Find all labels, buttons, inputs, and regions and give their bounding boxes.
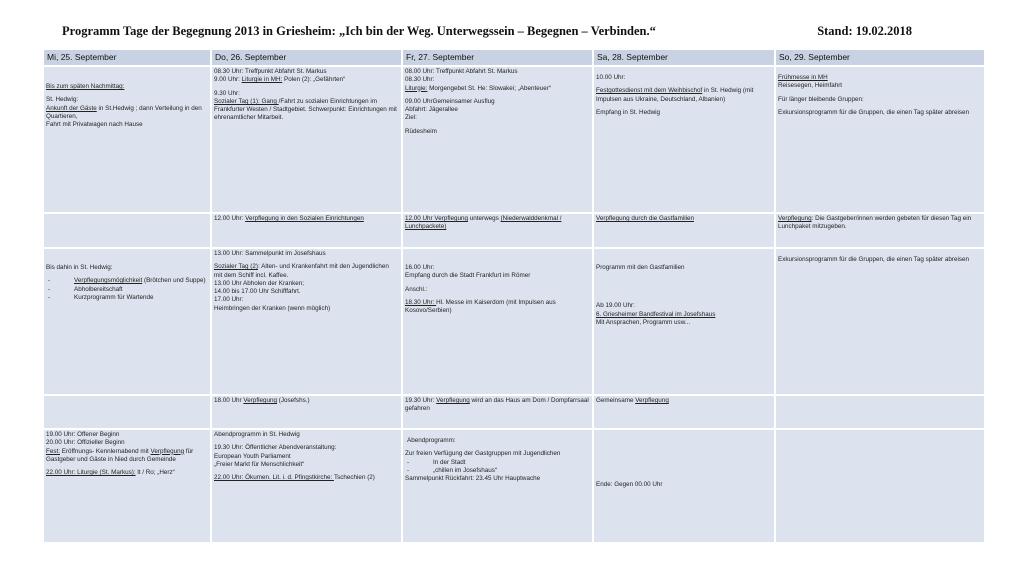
table-row-morning [44, 67, 984, 212]
cell-sa-morning: 10.00 Uhr: Festgottesdienst mit dem Weihbischof in St. Hedwig (mit Impulsen aus Ukraine, Deutschland, Albanien) Empfang in St. Hedwig [594, 67, 774, 212]
cell-sa-evening: Ende: Gegen 00.00 Uhr [594, 430, 774, 542]
cell-do-dinner: 18.00 Uhr Verpflegung (Josefshs.) [212, 396, 401, 428]
cell-so-lunch: Verpflegung: Die Gastgeber/innen werden gebeten für diesen Tag ein Lunchpaket mitzugeben. [776, 214, 984, 247]
cell-do-lunch: 12.00 Uhr: Verpflegung in den Sozialen Einrichtungen [212, 214, 401, 247]
cell-mi-morning: Bis zum späten Nachmittag: St. Hedwig: Ankunft der Gäste in St.Hedwig ; dann Verteilung in den Quartieren, Fahrt mit Privatwagen nach Hause [44, 67, 210, 212]
day-header-sa: Sa, 28. September [594, 50, 774, 65]
table-row-evening [44, 430, 984, 542]
table-row-dinner [44, 396, 984, 428]
document-title: Programm Tage der Begegnung 2013 in Griesheim: „Ich bin der Weg. Unterwegssein – Begegnen – Verbinden.“ [62, 24, 656, 38]
table-row-lunch [44, 214, 984, 247]
table-row-afternoon [44, 249, 984, 394]
cell-so-morning: Frühmesse in MH Reisesegen, Heimfahrt Für länger bleibende Gruppen: Exkursionsprogramm für die Gruppen, die einen Tag später abreisen [776, 67, 984, 212]
cell-mi-lunch [44, 214, 210, 247]
cell-sa-dinner: Gemeinsame Verpflegung [594, 396, 774, 428]
schedule-table [42, 48, 986, 544]
cell-fr-morning: 08.00 Uhr: Treffpunkt Abfahrt St. Markus 08.30 Uhr: Liturgie: Morgengebet St. He: Slowakei; „Abenteuer“ 09.00 UhrGemeinsamer Ausflug Abfahrt: Jägerallee Ziel: Rüdesheim [403, 67, 592, 212]
day-header-do: Do, 26. September [212, 50, 401, 65]
cell-mi-afternoon: Bis dahin in St. Hedwig: - Verpflegungsmöglichkeit (Brötchen und Suppe) - Abholbereitschaft - Kurzprogramm für Wartende [44, 249, 210, 394]
cell-sa-lunch: Verpflegung durch die Gastfamilien [594, 214, 774, 247]
cell-do-morning: 08.30 Uhr: Treffpunkt Abfahrt St. Markus 9.00 Uhr: Liturgie in MH: Polen (2): „Gefährten“ 9.30 Uhr: Sozialer Tag (1): Gang /Fahrt zu sozialen Einrichtungen im Frankfurter Westen / Stadtgebiet. Schwerpunkt: Einrichtungen mit ehrenamtlicher Mitarbeit. [212, 67, 401, 212]
cell-fr-dinner: 19.30 Uhr: Verpflegung wird an das Haus am Dom / Dompfarrsaal gefahren [403, 396, 592, 428]
cell-mi-dinner [44, 396, 210, 428]
cell-do-afternoon: 13.00 Uhr: Sammelpunkt im Josefshaus Sozialer Tag (2): Alten- und Krankenfahrt mit den Jugendlichen mit dem Schiff incl. Kaffee. 13.00 Uhr Abholen der Kranken; 14.00 bis 17.00 Uhr Schifffahrt. 17.00 Uhr: Heimbringen der Kranken (wenn möglich) [212, 249, 401, 394]
cell-so-afternoon: Exkursionsprogramm für die Gruppen, die einen Tag später abreisen [776, 249, 984, 394]
cell-do-evening: Abendprogramm in St. Hedwig 19.30 Uhr: Öffentlicher Abendveranstaltung: European Youth Parliament „Freier Markt für Menschlichkeit“ 22.00 Uhr: Ökumen. Lit. i. d. Pfingstkirche: Tschechien (2) [212, 430, 401, 542]
cell-mi-evening: 19.00 Uhr: Offener Beginn 20.00 Uhr: Offizieller Beginn Fest: Eröffnungs- Kennlernabend mit Verpflegung für Gastgeber und Gäste in Nied durch Gemeinde 22.00 Uhr: Liturgie (St. Markus): lt / Ro; „Herz“ [44, 430, 210, 542]
cell-so-dinner [776, 396, 984, 428]
cell-fr-lunch: 12.00 Uhr Verpflegung unterwegs (Niederwalddenkmal / Lunchpackete) [403, 214, 592, 247]
day-header-mi: Mi, 25. September [44, 50, 210, 65]
table-header-row [44, 50, 984, 65]
cell-fr-evening: Abendprogramm: Zur freien Verfügung der Gastgruppen mit Jugendlichen - In der Stadt - „chillen im Josefshaus“ Sammelpunkt Rückfahrt: 23.45 Uhr Hauptwache [403, 430, 592, 542]
day-header-so: So, 29. September [776, 50, 984, 65]
cell-sa-afternoon: Programm mit den Gastfamilien Ab 19.00 Uhr: 6. Griesheimer Bandfestival im Josefshaus Mit Ansprachen, Programm usw... [594, 249, 774, 394]
document-header [62, 24, 912, 42]
cell-fr-afternoon: 16.00 Uhr: Empfang durch die Stadt Frankfurt im Römer Anschl.: 18.30 Uhr: Hl. Messe im Kaiserdom (mit Impulsen aus Kosovo/Serbien) [403, 249, 592, 394]
day-header-fr: Fr, 27. September [403, 50, 592, 65]
cell-so-evening [776, 430, 984, 542]
document-stand-date: Stand: 19.02.2018 [817, 24, 912, 38]
